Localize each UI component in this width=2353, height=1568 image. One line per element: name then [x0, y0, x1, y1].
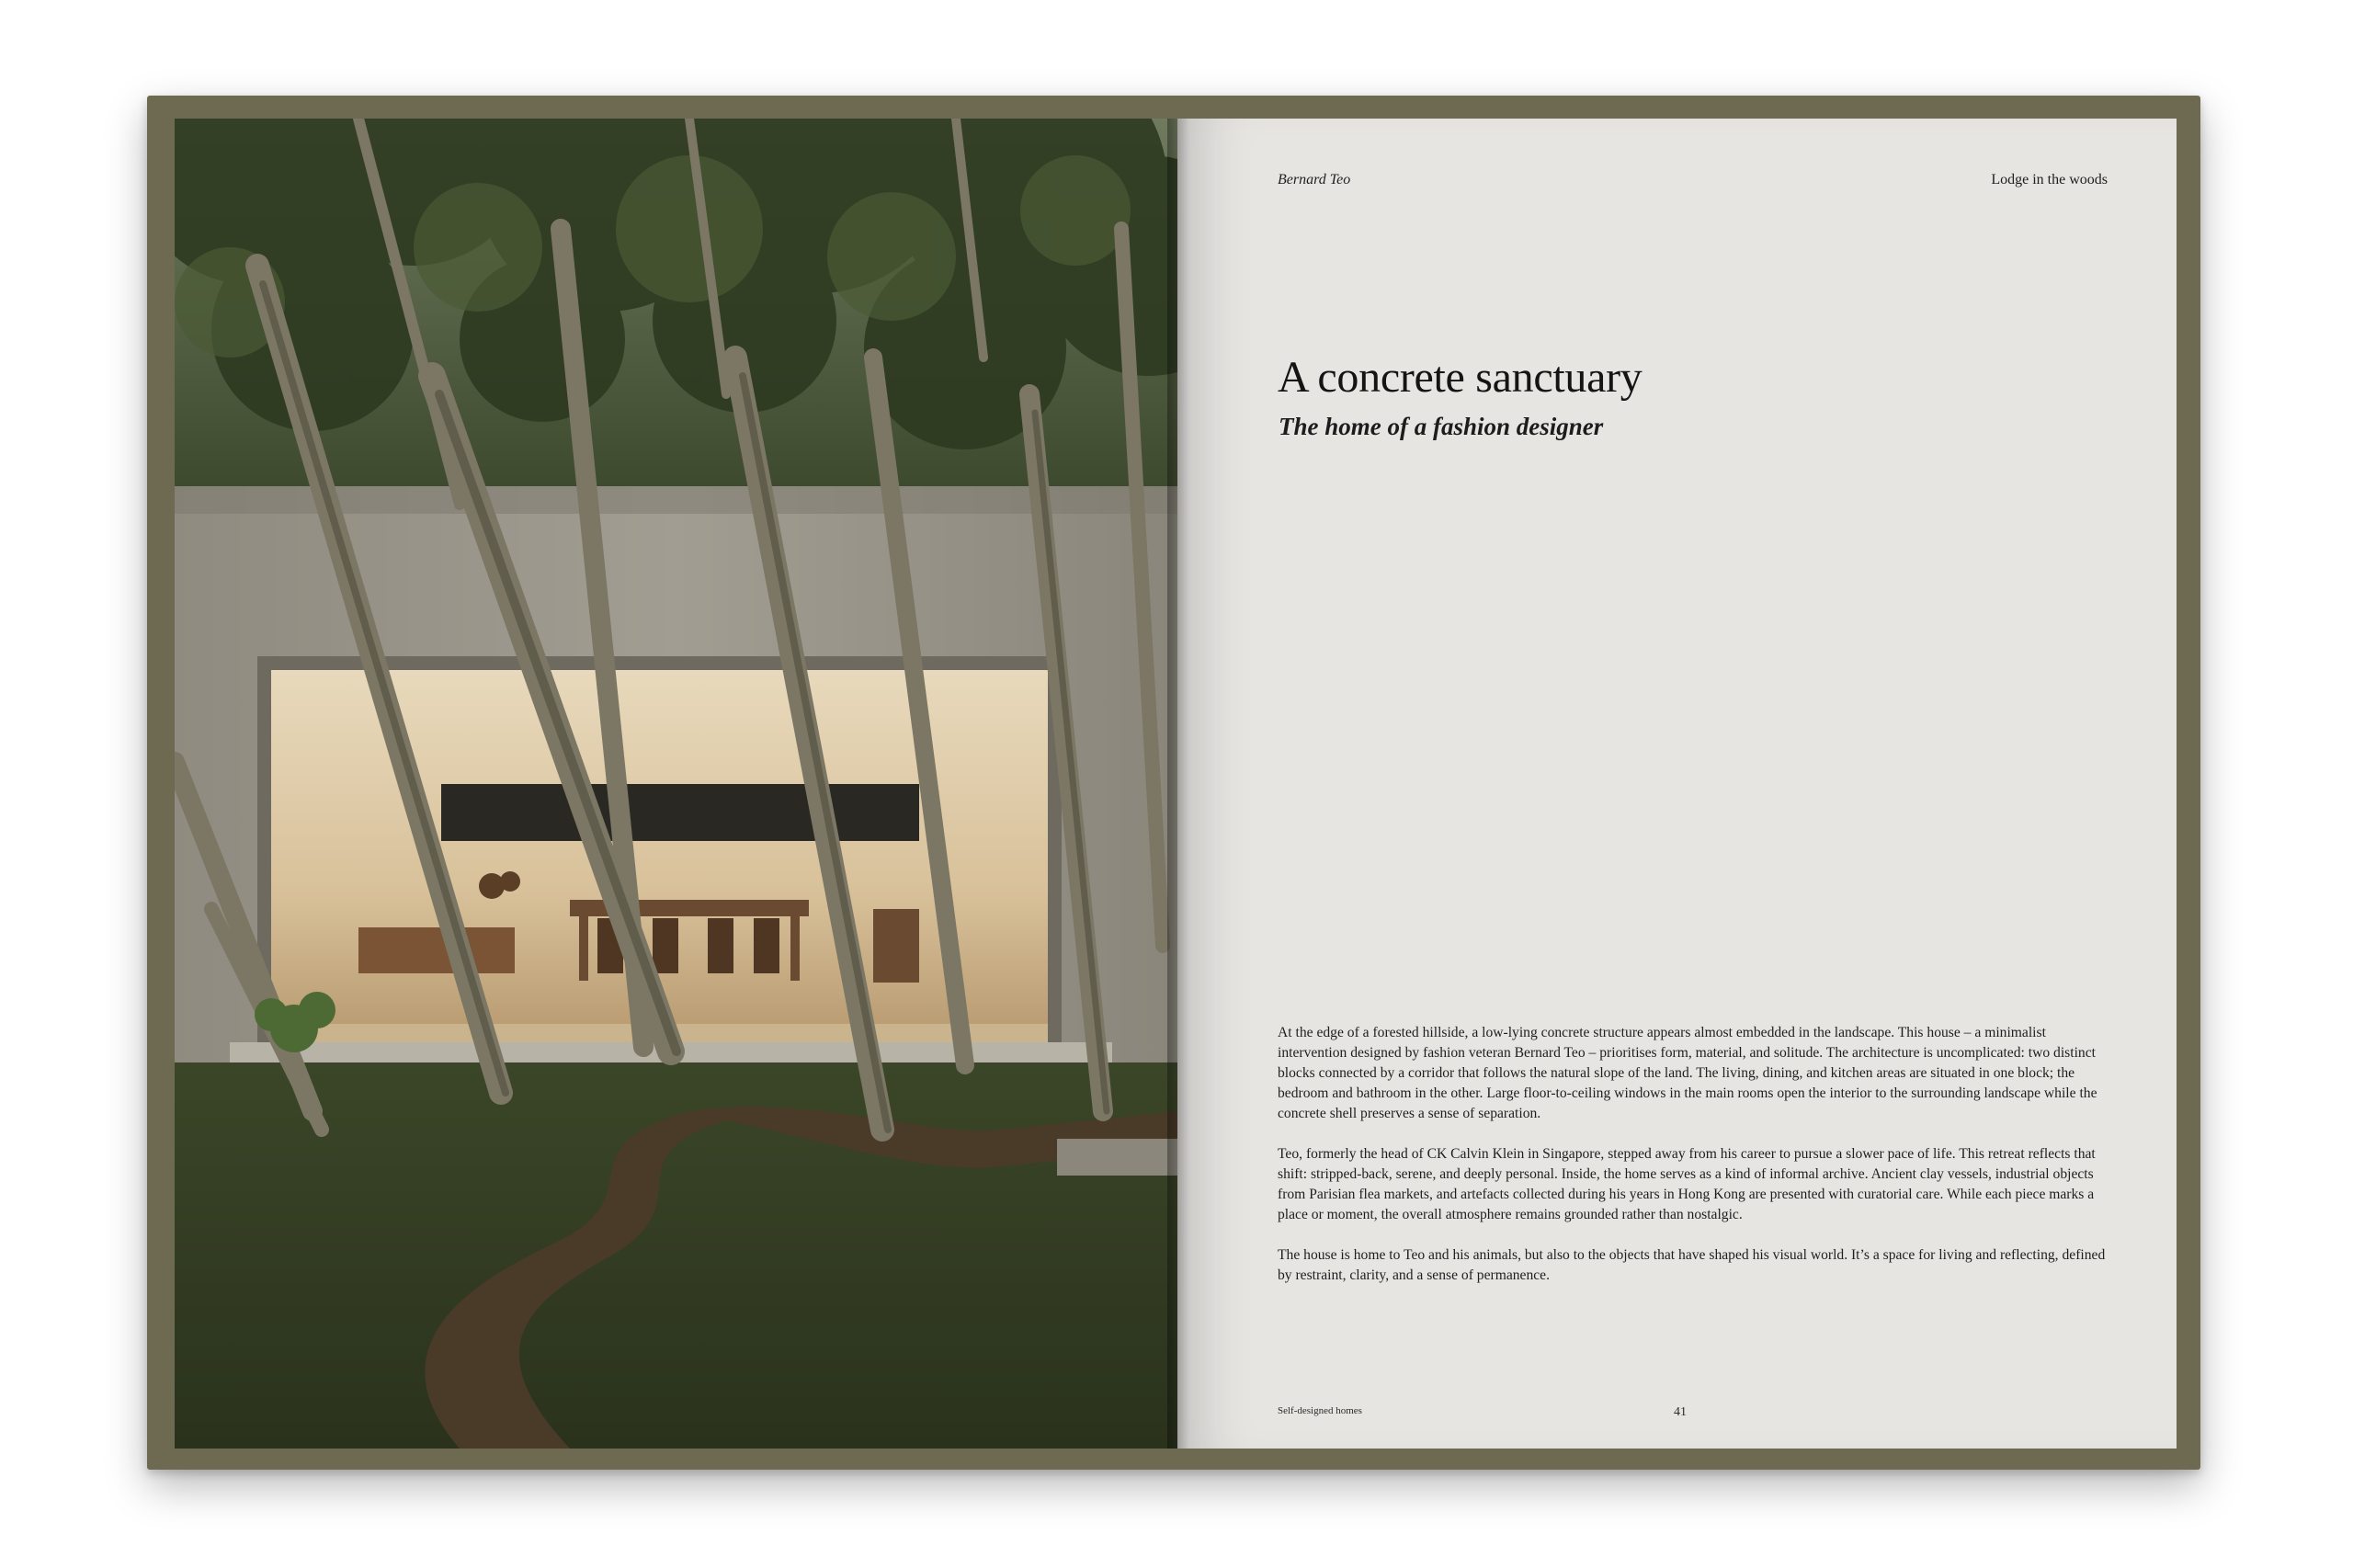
header-section-title: Lodge in the woods [1991, 172, 2108, 187]
header-author: Bernard Teo [1278, 172, 1351, 187]
page-title: A concrete sanctuary [1278, 353, 1643, 402]
article-body [1278, 1023, 2110, 1306]
text-page [1177, 119, 2177, 1449]
page-number: 41 [1674, 1405, 1687, 1419]
forest-house-photo [175, 119, 1177, 1449]
page-subtitle: The home of a fashion designer [1279, 413, 1604, 440]
footer-section: Self-designed homes [1278, 1405, 1362, 1416]
photo-page [175, 119, 1177, 1449]
paragraph-2: Teo, formerly the head of CK Calvin Klein in Singapore, stepped away from his career to pursue a slower pace of life. This retreat reflects that shift: stripped-back, serene, and deeply personal. Inside, the home serves as a kind of informal archive. Ancient clay vessels, industrial objects from Parisian flea markets, and artefacts collected during his years in Hong Kong are presented with curatorial care. While each piece marks a place or moment, the overall atmosphere remains grounded rather than nostalgic. [1278, 1146, 2096, 1222]
paragraph-3: The house is home to Teo and his animals, but also to the objects that have shaped his visual world. It’s a space for living and reflecting, defined by restraint, clarity, and a sense of permanence. [1278, 1247, 2106, 1283]
paragraph-1: At the edge of a forested hillside, a low-lying concrete structure appears almost embedded in the landscape. This house – a minimalist intervention designed by fashion veteran Bernard Teo – prioritises form, material, and solitude. The architecture is uncomplicated: two distinct blocks connected by a corridor that follows the natural slope of the land. The living, dining, and kitchen areas are situated in one block; the bedroom and bathroom in the other. Large floor-to-ceiling windows in the main rooms open the interior to the surrounding landscape while the concrete shell preserves a sense of separation. [1278, 1025, 2097, 1121]
